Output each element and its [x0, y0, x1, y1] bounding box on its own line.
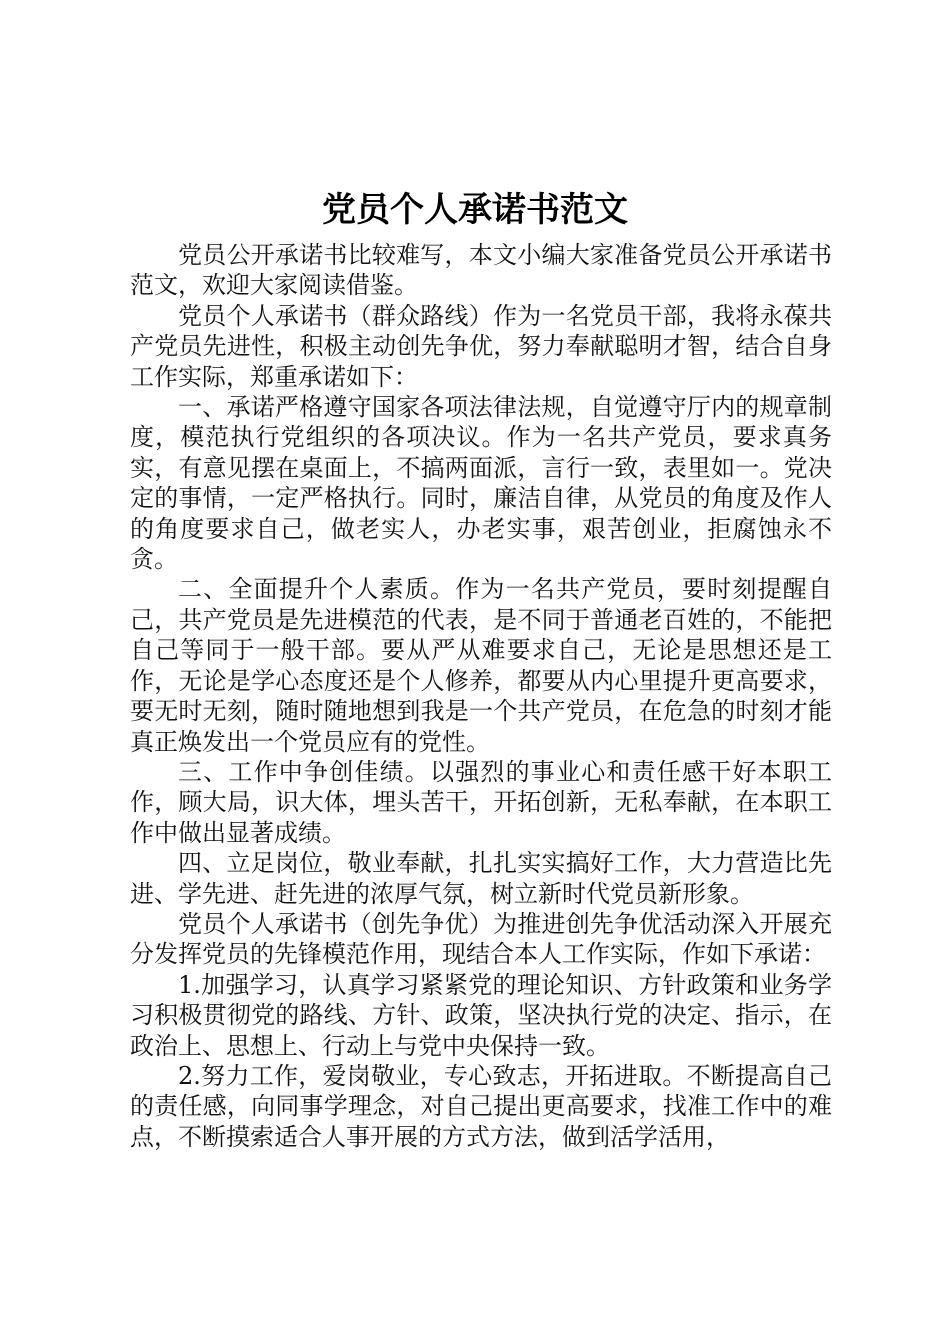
commitment-item-4-paragraph: 四、立足岗位，敬业奉献，扎扎实实搞好工作，大力营造比先进、学先进、赶先进的浓厚气氛，树立新时代党员新形象。 — [130, 849, 832, 908]
commitment-item-2-paragraph: 二、全面提升个人素质。作为一名共产党员，要时刻提醒自己，共产党员是先进模范的代表，是不同于普通老百姓的，不能把自己等同于一般干部。要从严从难要求自己，无论是思想还是工作，无论是学心态度还是个人修养，都要从内心里提升更高要求，要无时无刻，随时随地想到我是一个共产党员，在危急的时刻才能真正焕发出一个党员应有的党性。 — [130, 575, 832, 756]
commitment-item-1-paragraph: 一、承诺严格遵守国家各项法律法规，自觉遵守厅内的规章制度，模范执行党组织的各项决议。作为一名共产党员，要求真务实，有意见摆在桌面上，不搞两面派，言行一致，表里如一。党决定的事情，一定严格执行。同时，廉洁自律，从党员的角度及作人的角度要求自己，做老实人，办老实事，艰苦创业，拒腐蚀永不贪。 — [130, 393, 832, 574]
document-body — [130, 240, 832, 1152]
excellence-intro-paragraph: 党员个人承诺书（创先争优）为推进创先争优活动深入开展充分发挥党员的先锋模范作用，现结合本人工作实际，作如下承诺： — [130, 909, 832, 969]
document-title: 党员个人承诺书范文 — [322, 190, 628, 230]
intro-paragraph: 党员公开承诺书比较难写，本文小编大家准备党员公开承诺书范文，欢迎大家阅读借鉴。 — [130, 241, 832, 300]
numbered-item-2-paragraph: 2.努力工作，爱岗敬业，专心致志，开拓进取。不断提高自己的责任感，向同事学理念，对自己提出更高要求，找准工作中的难点，不断摸索适合人事开展的方式方法，做到活学活用， — [130, 1061, 832, 1151]
numbered-item-1-paragraph: 1.加强学习，认真学习紧紧党的理论知识、方针政策和业务学习积极贯彻党的路线、方针、政策，坚决执行党的决定、指示，在政治上、思想上、行动上与党中央保持一致。 — [130, 970, 832, 1060]
mass-line-intro-paragraph: 党员个人承诺书（群众路线）作为一名党员干部，我将永葆共产党员先进性，积极主动创先争优，努力奉献聪明才智，结合自身工作实际，郑重承诺如下： — [130, 301, 832, 391]
commitment-item-3-paragraph: 三、工作中争创佳绩。以强烈的事业心和责任感干好本职工作，顾大局，识大体，埋头苦干，开拓创新，无私奉献，在本职工作中做出显著成绩。 — [130, 757, 832, 847]
